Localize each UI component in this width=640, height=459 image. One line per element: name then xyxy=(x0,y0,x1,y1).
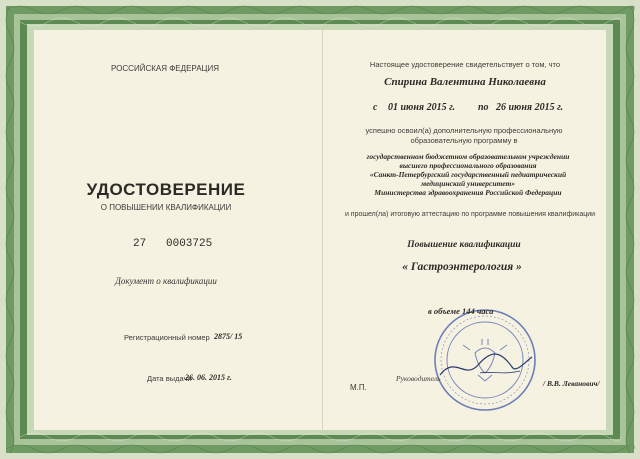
holder-name: Спирина Валентина Николаевна xyxy=(384,76,546,88)
organization-line-1: государственном бюджетном образовательном учреждении xyxy=(366,152,570,161)
stamp-place-label: М.П. xyxy=(350,383,367,392)
program-name: « Гастроэнтерология » xyxy=(402,261,522,273)
organization-line-2: высшего профессионального образования xyxy=(399,161,537,170)
country-label: РОССИЙСКАЯ ФЕДЕРАЦИЯ xyxy=(111,64,219,73)
center-fold xyxy=(322,30,323,430)
certifies-intro: Настоящее удостоверение свидетельствует о том, что xyxy=(369,60,561,69)
signature xyxy=(420,345,540,385)
document-title: УДОСТОВЕРЕНИЕ xyxy=(86,180,246,199)
document-number: 0003725 xyxy=(166,238,213,250)
head-name: / В.В. Леванович/ xyxy=(543,379,600,388)
date-to: 26 июня 2015 г. xyxy=(496,102,564,113)
attestation-line: и прошел(ла) итоговую аттестацию по программе повышения квалификации xyxy=(344,211,596,218)
document-subtitle: О ПОВЫШЕНИИ КВАЛИФИКАЦИИ xyxy=(100,203,232,212)
mastered-line-2: образовательную программу в xyxy=(410,136,518,145)
date-from: 01 июня 2015 г. xyxy=(388,102,456,113)
mastered-line-1: успешно освоил(а) дополнительную профессиональную xyxy=(365,126,563,135)
organization-line-3: «Санкт-Петербургский государственный педиатрический xyxy=(369,170,567,179)
registration-label: Регистрационный номер xyxy=(124,333,210,342)
organization-line-4: медицинский университет» xyxy=(420,179,516,188)
date-to-prefix: по xyxy=(478,102,489,113)
hours-volume: в объеме 144 часа xyxy=(428,306,494,316)
program-type: Повышение квалификации xyxy=(407,240,521,250)
issue-date-label: Дата выдачи xyxy=(147,374,192,383)
date-from-prefix: с xyxy=(373,102,378,113)
issue-date-value: 26. 06. 2015 г. xyxy=(185,373,232,382)
document-type-label: Документ о квалификации xyxy=(115,276,217,286)
series-number: 27 xyxy=(133,238,147,250)
head-label: Руководитель xyxy=(396,374,441,383)
organization-line-5: Министерства здравоохранения Российской Федерации xyxy=(374,188,562,197)
registration-number: 2875/ 15 xyxy=(214,332,243,341)
